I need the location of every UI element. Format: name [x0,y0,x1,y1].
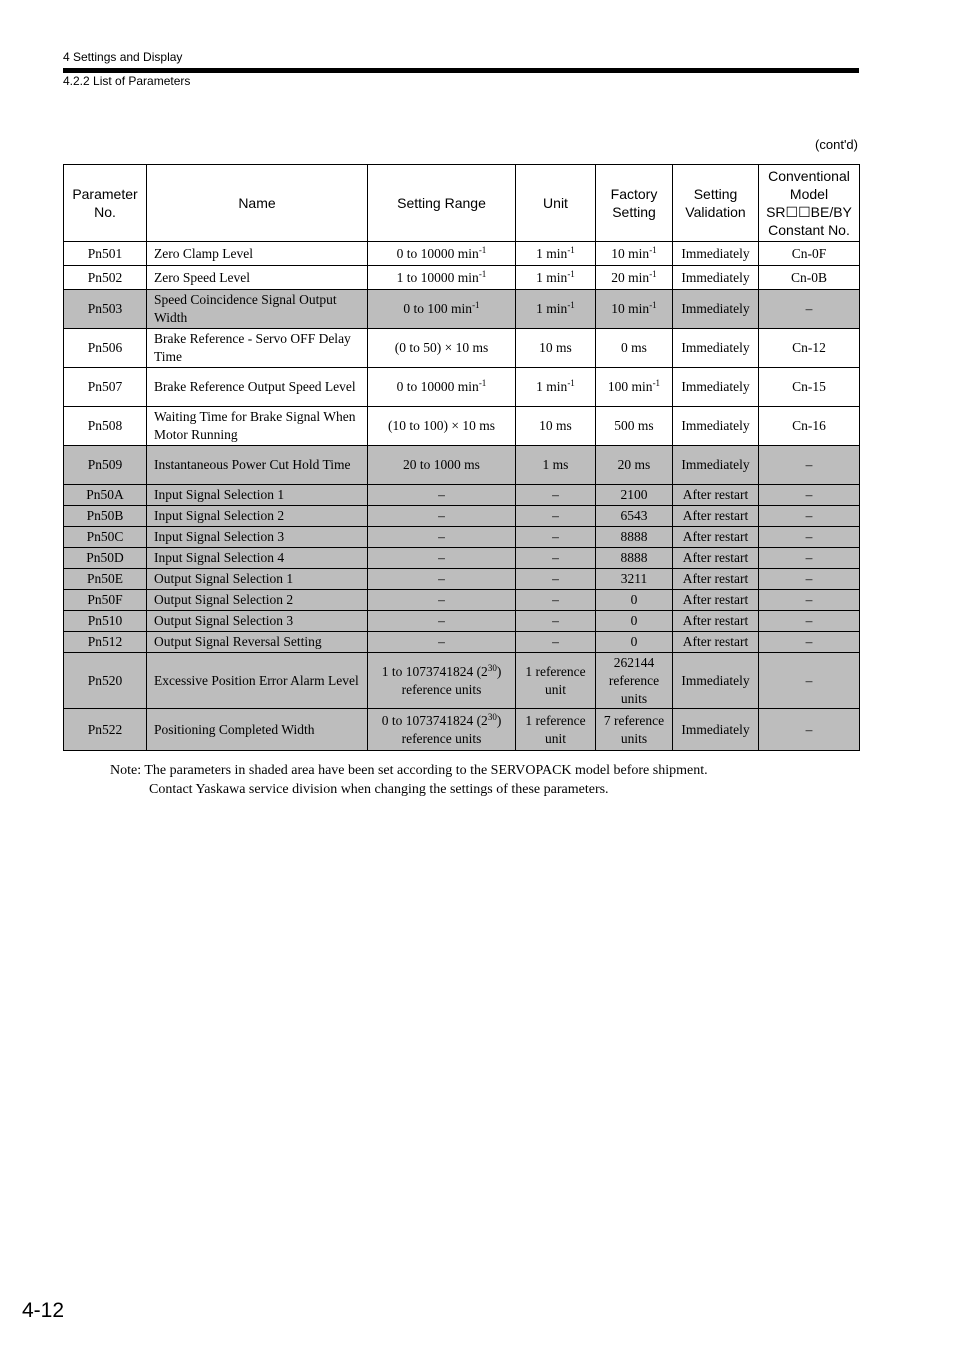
cell-text: Pn501 [87,245,123,261]
cell-text: Immediately [681,301,750,316]
table-cell [596,590,673,611]
table-cell [516,368,596,407]
table-cell [64,242,147,266]
cell-text: 10 ms [539,418,572,433]
footnote [110,761,708,799]
table-cell [368,290,516,329]
cell-text: Pn50D [86,550,124,565]
cell-text: – [805,634,813,649]
table-cell [147,611,368,632]
table-row [64,632,860,653]
table-cell [147,527,368,548]
section-header: 4.2.2 List of Parameters [63,74,191,88]
table-cell [759,590,860,611]
superscript: -1 [478,378,487,388]
table-row [64,242,860,266]
table-cell [64,266,147,290]
table-cell [516,506,596,527]
table-cell [673,329,759,368]
superscript: -1 [649,268,657,279]
cell-text: 2100 [620,487,648,502]
cell-text: After restart [682,613,749,628]
table-cell [368,242,516,266]
superscript: -1 [567,378,575,388]
table-cell [147,290,368,329]
table-body [64,242,860,751]
note-line: Note: The parameters in shaded area have been set according to the SERVOPACK model before shipment. [110,763,708,778]
table-cell [596,446,673,485]
cell-text: – [805,592,813,607]
cell-text: Cn-12 [792,340,826,355]
cell-text: – [805,672,813,688]
cell-text: 1 min [536,301,568,316]
table-row [64,653,860,709]
cell-text: After restart [682,487,749,502]
table-cell [368,527,516,548]
cell-text: Input Signal Selection 2 [154,508,285,523]
cell-text: 1 ms [542,457,569,472]
cell-text: Immediately [681,457,750,472]
cell-text: Input Signal Selection 3 [154,529,285,544]
table-cell [759,407,860,446]
table-cell [673,709,759,751]
column-header: Name [147,165,368,242]
cell-text: 10 min [611,245,650,261]
cell-text: – [438,487,445,502]
cell-text: 20 to 1000 ms [403,457,480,472]
cell-text: Instantaneous Power Cut Hold Time [154,457,351,472]
cell-text: ) reference units [401,712,502,746]
superscript: -1 [649,300,657,310]
superscript: -1 [652,378,661,388]
table-cell [64,329,147,368]
table-cell [64,368,147,407]
cell-text: Immediately [681,672,750,688]
cell-text: Waiting Time for Brake Signal When Motor Running [154,409,356,442]
table-cell [147,485,368,506]
table-cell [368,548,516,569]
cell-text: Output Signal Reversal Setting [154,634,322,649]
table-cell [64,485,147,506]
table-cell [516,446,596,485]
table-cell [147,548,368,569]
cell-text: Immediately [681,379,750,394]
table-cell [596,266,673,290]
cell-text: Pn506 [87,340,123,355]
cell-text: Input Signal Selection 1 [154,487,285,502]
cell-text: Cn-15 [792,379,826,394]
cell-text: – [438,571,445,586]
cell-text: Output Signal Selection 2 [154,592,294,607]
cell-text: Pn507 [87,379,123,394]
cell-text: 20 min [611,269,650,285]
page-number: 4-12 [22,1299,65,1322]
cell-text: 0 [630,634,638,649]
table-cell [759,506,860,527]
table-row [64,611,860,632]
cell-text: After restart [682,550,749,565]
cell-text: – [552,508,559,523]
cell-text: Immediately [681,269,750,285]
cell-text: 1 min [536,269,568,285]
table-cell [64,527,147,548]
table-cell [596,709,673,751]
table-cell [368,407,516,446]
table-cell [673,266,759,290]
table-row [64,485,860,506]
cell-text: 0 to 10000 min [396,245,479,261]
table-cell [368,506,516,527]
cell-text: Excessive Position Error Alarm Level [154,672,359,688]
table-cell [516,407,596,446]
table-cell [759,485,860,506]
cell-text: Pn50B [86,508,124,523]
table-cell [673,653,759,709]
table-cell [596,485,673,506]
cell-text: After restart [682,592,749,607]
table-cell [673,632,759,653]
table-cell [368,485,516,506]
cell-text: 1 reference unit [525,663,586,697]
cell-text: Pn510 [87,613,123,628]
table-cell [596,242,673,266]
cell-text: – [805,457,813,472]
table-row [64,446,860,485]
cell-text: – [438,634,445,649]
superscript: -1 [472,300,480,310]
table-cell [516,242,596,266]
superscript: -1 [567,268,575,279]
cell-text: – [552,571,559,586]
cell-text: – [805,508,813,523]
cell-text: – [805,550,813,565]
cell-text: 1 reference unit [525,712,586,746]
table-cell [673,290,759,329]
table-cell [64,653,147,709]
cell-text: – [552,487,559,502]
cell-text: Brake Reference Output Speed Level [154,379,356,394]
column-header: Setting Range [368,165,516,242]
table-cell [147,569,368,590]
table-cell [516,527,596,548]
table-cell [759,611,860,632]
table-cell [596,527,673,548]
cell-text: 1 to 10000 min [396,269,479,285]
table-row [64,590,860,611]
table-cell [516,653,596,709]
table-cell [596,368,673,407]
cell-text: 8888 [620,550,648,565]
cell-text: (0 to 50) × 10 ms [394,340,489,355]
cell-text: 1 min [536,379,568,394]
cell-text: 500 ms [614,418,654,433]
table-cell [759,446,860,485]
superscript: -1 [478,268,487,279]
cell-text: 100 min [607,379,653,394]
table-cell [516,709,596,751]
table-cell [516,266,596,290]
table-cell [368,709,516,751]
cell-text: Cn-0F [791,245,827,261]
table-cell [147,632,368,653]
column-header: Parameter No. [64,165,147,242]
cell-text: – [552,634,559,649]
cell-text: 7 reference units [603,712,665,746]
table-cell [673,485,759,506]
cell-text: Zero Clamp Level [154,245,253,261]
table-cell [368,632,516,653]
table-row [64,329,860,368]
table-row [64,290,860,329]
table-cell [596,506,673,527]
table-cell [147,266,368,290]
table-cell [759,653,860,709]
continued-label: (cont'd) [815,137,858,152]
table-cell [147,368,368,407]
table-cell [147,709,368,751]
cell-text: Cn-0B [790,269,827,285]
table-cell [147,446,368,485]
table-cell [759,709,860,751]
cell-text: – [438,529,445,544]
table-cell [596,329,673,368]
table-cell [759,266,860,290]
cell-text: After restart [682,634,749,649]
chapter-header: 4 Settings and Display [63,50,183,64]
cell-text: Input Signal Selection 4 [154,550,285,565]
table-row [64,368,860,407]
cell-text: Pn50F [87,592,123,607]
column-header: Conventional Model SR☐☐BE/BY Constant No. [759,165,860,242]
table-cell [759,242,860,266]
table-cell [516,569,596,590]
table-cell [673,590,759,611]
table-cell [516,590,596,611]
cell-text: 0 to 10000 min [396,379,479,394]
table-row [64,407,860,446]
cell-text: Pn512 [87,634,123,649]
table-cell [64,407,147,446]
table-row [64,709,860,751]
table-row [64,527,860,548]
column-header: Unit [516,165,596,242]
cell-text: 0 [630,613,638,628]
table-row [64,548,860,569]
cell-text: – [805,721,813,737]
table-cell [516,548,596,569]
cell-text: – [805,613,813,628]
cell-text: (10 to 100) × 10 ms [388,418,495,433]
table-cell [673,506,759,527]
cell-text: – [438,613,445,628]
cell-text: – [805,487,813,502]
table-cell [147,407,368,446]
table-cell [147,653,368,709]
cell-text: 262144 reference units [608,654,660,706]
cell-text: Pn509 [87,457,123,472]
cell-text: – [552,592,559,607]
cell-text: Immediately [681,721,750,737]
cell-text: 0 to 100 min [403,301,473,316]
table-cell [64,590,147,611]
cell-text: Zero Speed Level [154,269,250,285]
table-cell [64,290,147,329]
table-cell [368,611,516,632]
table-header-row [64,165,860,242]
table-cell [673,569,759,590]
parameter-table [63,164,860,751]
table-cell [516,329,596,368]
cell-text: – [805,301,813,316]
cell-text: After restart [682,529,749,544]
table-cell [673,446,759,485]
superscript: 30 [487,711,497,722]
table-cell [147,506,368,527]
table-cell [64,611,147,632]
table-cell [673,407,759,446]
table-cell [64,548,147,569]
cell-text: Pn503 [87,301,123,316]
table-row [64,506,860,527]
cell-text: After restart [682,508,749,523]
table-cell [759,632,860,653]
cell-text: 0 to 1073741824 (2 [381,712,488,728]
table-cell [596,290,673,329]
cell-text: 10 min [611,301,650,316]
table-cell [516,611,596,632]
cell-text: After restart [682,571,749,586]
table-cell [673,368,759,407]
cell-text: Pn50C [86,529,124,544]
cell-text: – [552,529,559,544]
cell-text: 0 ms [621,340,647,355]
table-cell [673,527,759,548]
cell-text: Immediately [681,418,750,433]
cell-text: 1 to 1073741824 (2 [381,663,488,679]
table-cell [596,548,673,569]
table-cell [596,632,673,653]
table-cell [759,329,860,368]
column-header: Setting Validation [673,165,759,242]
note-line: Contact Yaskawa service division when changing the settings of these parameters. [149,782,609,797]
table-cell [147,329,368,368]
cell-text: Output Signal Selection 3 [154,613,294,628]
cell-text: – [805,529,813,544]
table-cell [516,632,596,653]
cell-text: ) reference units [401,663,502,697]
header-rule [63,68,859,73]
cell-text: – [552,613,559,628]
cell-text: Pn508 [87,418,123,433]
table-cell [516,290,596,329]
superscript: -1 [567,300,575,310]
cell-text: – [438,592,445,607]
table-cell [759,569,860,590]
table-cell [673,611,759,632]
cell-text: Immediately [681,245,750,261]
cell-text: – [438,508,445,523]
table-cell [64,709,147,751]
cell-text: 6543 [620,508,648,523]
table-cell [596,407,673,446]
superscript: -1 [478,244,487,255]
table-cell [64,446,147,485]
superscript: -1 [567,244,575,255]
cell-text: Cn-16 [792,418,826,433]
column-header: Factory Setting [596,165,673,242]
cell-text: Pn522 [87,721,123,737]
cell-text: Immediately [681,340,750,355]
cell-text: Brake Reference - Servo OFF Delay Time [154,331,351,364]
superscript: 30 [487,662,497,673]
cell-text: 10 ms [539,340,572,355]
table-cell [147,590,368,611]
table-cell [147,242,368,266]
cell-text: Positioning Completed Width [154,721,315,737]
table-cell [64,569,147,590]
table-cell [368,368,516,407]
table-cell [368,266,516,290]
table-cell [64,506,147,527]
table-cell [759,368,860,407]
table-cell [759,527,860,548]
cell-text: 1 min [536,245,568,261]
cell-text: Pn50A [86,487,124,502]
table-cell [673,548,759,569]
cell-text: 3211 [620,571,648,586]
cell-text: – [552,550,559,565]
table-cell [368,329,516,368]
cell-text: – [438,550,445,565]
table-cell [64,632,147,653]
cell-text: Pn520 [87,672,123,688]
table-cell [596,569,673,590]
cell-text: – [805,571,813,586]
table-cell [759,548,860,569]
table-row [64,569,860,590]
cell-text: Output Signal Selection 1 [154,571,294,586]
table-cell [596,653,673,709]
table-cell [516,485,596,506]
cell-text: 0 [630,592,638,607]
table-cell [368,590,516,611]
cell-text: 20 ms [617,457,651,472]
cell-text: Pn502 [87,269,123,285]
table-cell [673,242,759,266]
superscript: -1 [649,244,657,255]
table-cell [368,446,516,485]
cell-text: Speed Coincidence Signal Output Width [154,292,337,325]
table-cell [368,653,516,709]
cell-text: 8888 [620,529,648,544]
table-cell [596,611,673,632]
cell-text: Pn50E [86,571,123,586]
table-row [64,266,860,290]
table-cell [368,569,516,590]
table-cell [759,290,860,329]
